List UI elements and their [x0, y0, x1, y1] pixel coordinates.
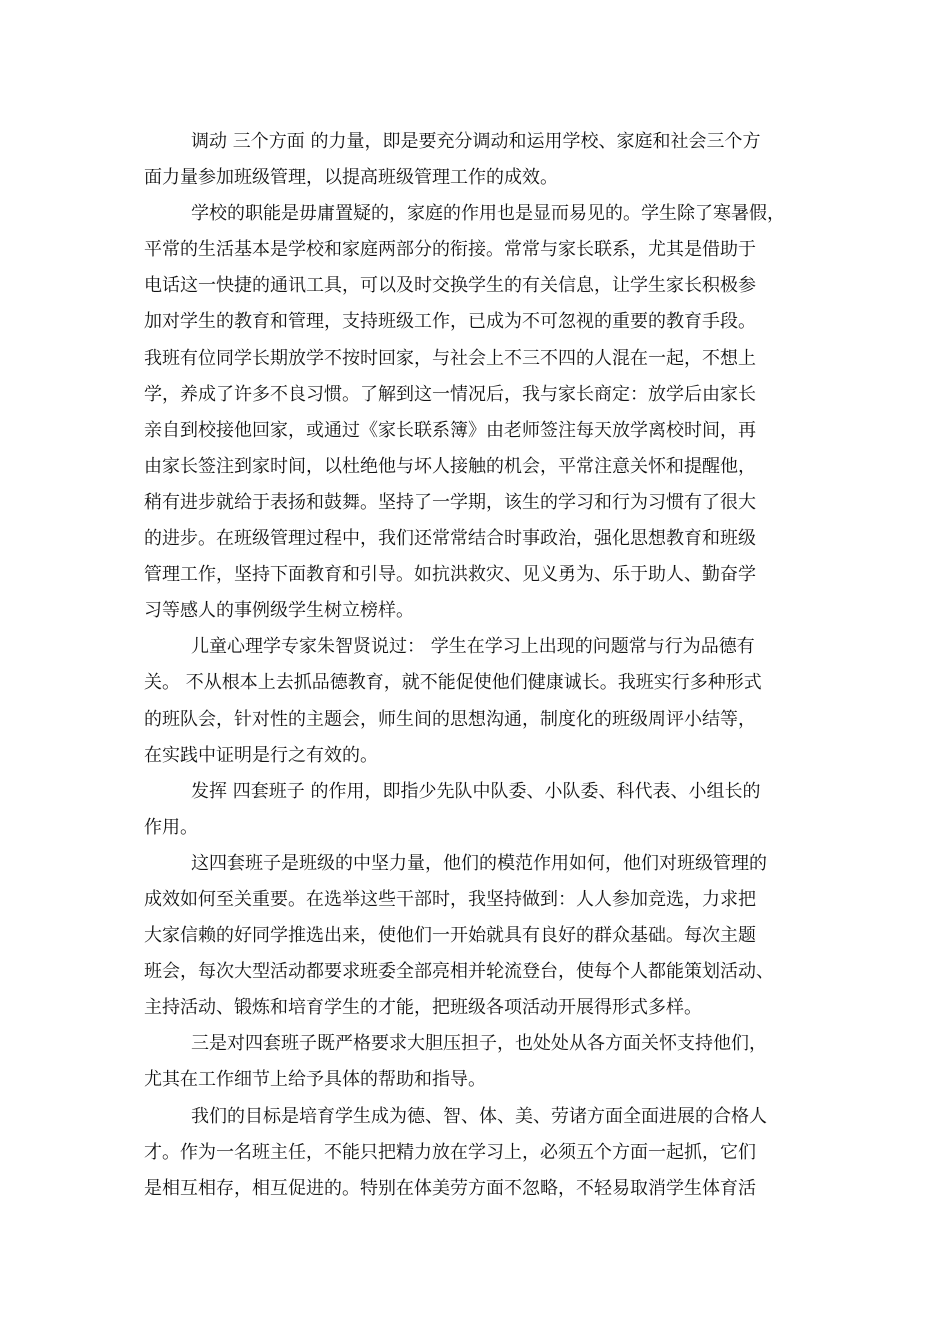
- document-body: [144, 124, 814, 1207]
- text-line: 作用。: [144, 816, 198, 838]
- text-line: 学校的职能是毋庸置疑的，家庭的作用也是显而易见的。学生除了寒暑假，: [191, 203, 785, 225]
- text-line: 我们的目标是培育学生成为德、智、体、美、劳诸方面全面进展的合格人: [191, 1105, 767, 1127]
- text-line: 的进步。在班级管理过程中，我们还常常结合时事政治，强化思想教育和班级: [144, 528, 756, 550]
- text-line: 在实践中证明是行之有效的。: [144, 744, 378, 766]
- text-line: 电话这一快捷的通讯工具，可以及时交换学生的有关信息，让学生家长积极参: [144, 275, 756, 297]
- text-line: 才。作为一名班主任，不能只把精力放在学习上，必须五个方面一起抓，它们: [144, 1141, 756, 1163]
- text-line: 三是对四套班子既严格要求大胆压担子，也处处从各方面关怀支持他们，: [191, 1033, 767, 1055]
- text-line: 由家长签注到家时间，以杜绝他与坏人接触的机会，平常注意关怀和提醒他，: [144, 455, 756, 477]
- text-line: 这四套班子是班级的中坚力量，他们的模范作用如何，他们对班级管理的: [191, 852, 767, 874]
- text-line: 尤其在工作细节上给予具体的帮助和指导。: [144, 1069, 486, 1091]
- text-line: 加对学生的教育和管理，支持班级工作，已成为不可忽视的重要的教育手段。: [144, 311, 756, 333]
- text-line: 是相互相存，相互促进的。特别在体美劳方面不忽略，不轻易取消学生体育活: [144, 1177, 756, 1199]
- text-line: 学，养成了许多不良习惯。了解到这一情况后，我与家长商定：放学后由家长: [144, 383, 756, 405]
- text-line: 管理工作，坚持下面教育和引导。如抗洪救灾、见义勇为、乐于助人、勤奋学: [144, 564, 756, 586]
- text-line: 关。 不从根本上去抓品德教育，就不能促使他们健康诚长。我班实行多种形式: [144, 672, 762, 694]
- text-line: 亲自到校接他回家，或通过《家长联系簿》由老师签注每天放学离校时间，再: [144, 419, 756, 441]
- text-line: 发挥 四套班子 的作用，即指少先队中队委、小队委、科代表、小组长的: [191, 780, 761, 802]
- text-line: 成效如何至关重要。在选举这些干部时，我坚持做到：人人参加竞选，力求把: [144, 888, 756, 910]
- text-line: 面力量参加班级管理，以提高班级管理工作的成效。: [144, 167, 558, 189]
- text-line: 我班有位同学长期放学不按时回家，与社会上不三不四的人混在一起，不想上: [144, 347, 756, 369]
- text-line: 调动 三个方面 的力量，即是要充分调动和运用学校、家庭和社会三个方: [191, 131, 761, 152]
- text-line: 的班队会，针对性的主题会，师生间的思想沟通，制度化的班级周评小结等，: [144, 708, 756, 730]
- text-line: 平常的生活基本是学校和家庭两部分的衔接。常常与家长联系，尤其是借助于: [144, 239, 756, 261]
- text-line: 稍有进步就给于表扬和鼓舞。坚持了一学期，该生的学习和行为习惯有了很大: [144, 491, 756, 513]
- text-line: 儿童心理学专家朱智贤说过： 学生在学习上出现的问题常与行为品德有: [191, 636, 755, 658]
- text-line: 大家信赖的好同学推选出来，使他们一开始就具有良好的群众基础。每次主题: [144, 925, 756, 947]
- text-line: 主持活动、锻炼和培育学生的才能，把班级各项活动开展得形式多样。: [144, 997, 702, 1019]
- text-line: 班会，每次大型活动都要求班委全部亮相并轮流登台，使每个人都能策划活动、: [144, 961, 774, 983]
- text-line: 习等感人的事例级学生树立榜样。: [144, 600, 414, 622]
